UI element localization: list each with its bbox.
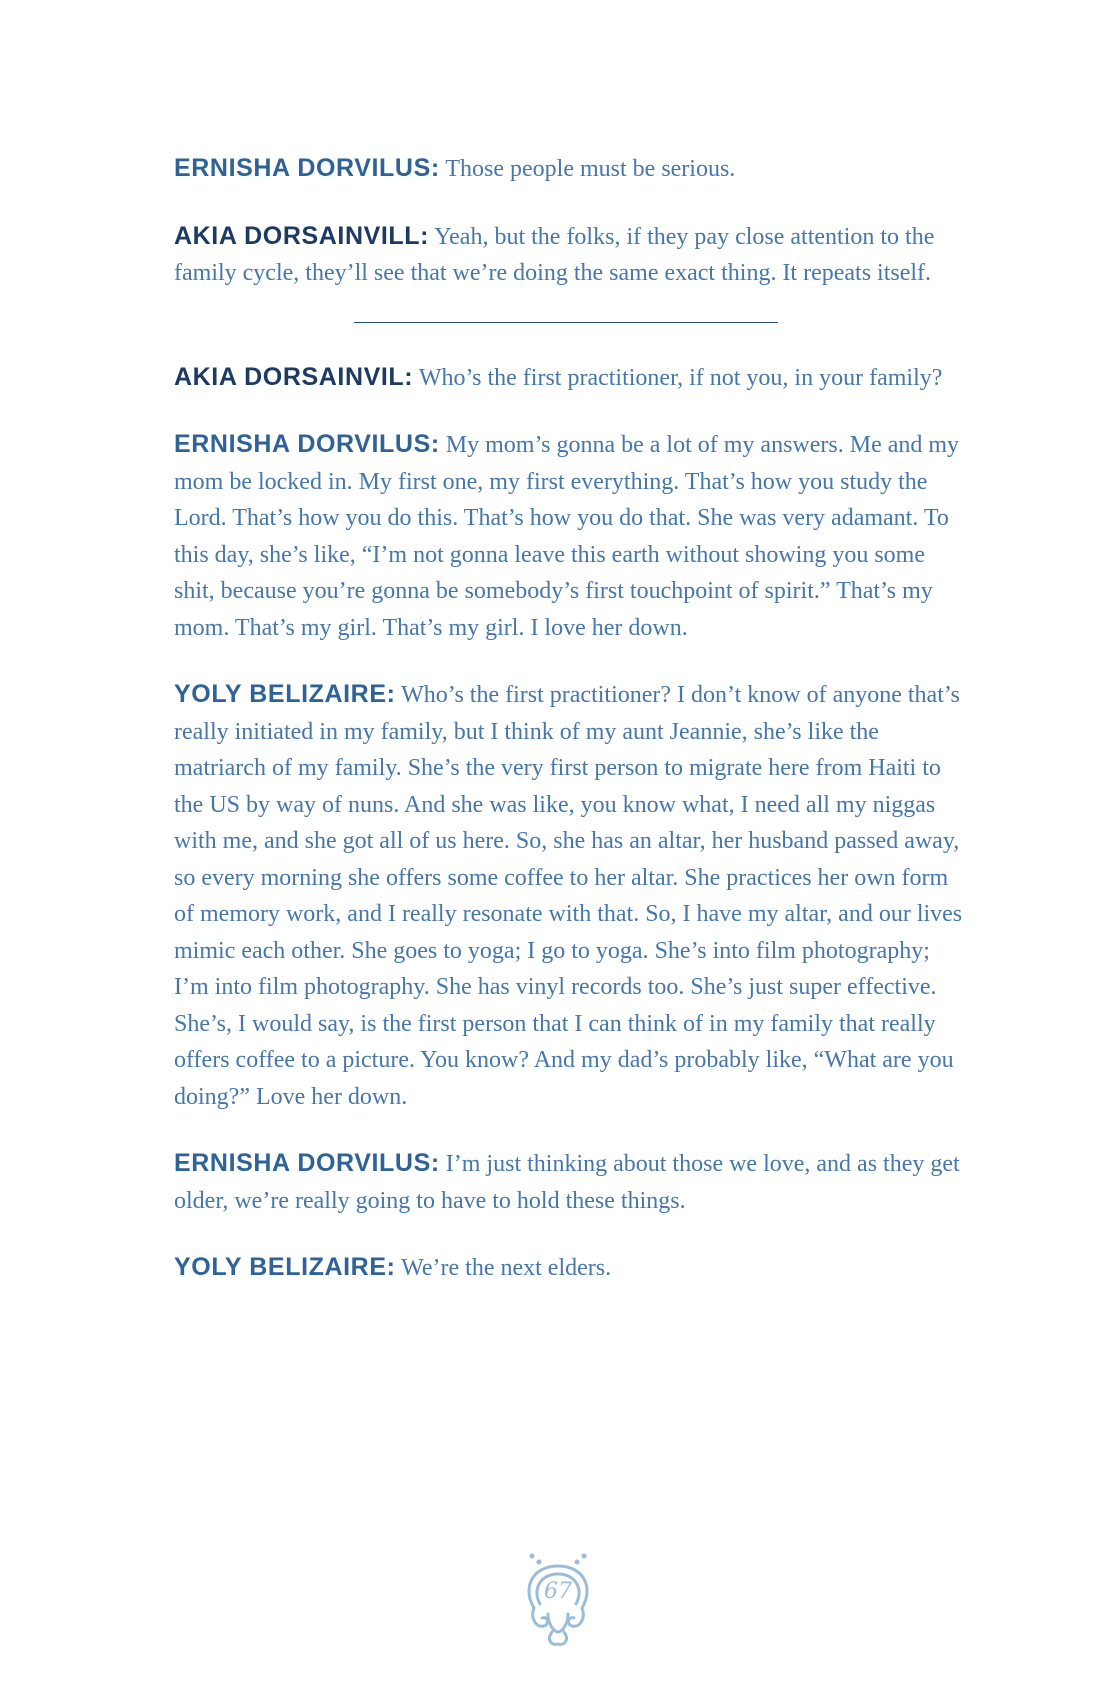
dialogue-turn xyxy=(174,218,964,292)
page-number: 67 xyxy=(544,1579,572,1604)
dialogue-text: Yeah, but the folks, if they pay close attention to the family cycle, they’ll see that we’re doing the same exact thing. It repeats itself. xyxy=(174,223,935,286)
ornament-icon xyxy=(512,1548,604,1648)
transcript-page xyxy=(174,150,964,1317)
page-number-ornament xyxy=(512,1548,604,1648)
dialogue-text: Those people must be serious. xyxy=(445,156,736,182)
speaker-name: AKIA DORSAINVILL: xyxy=(174,221,430,250)
dialogue-text: We’re the next elders. xyxy=(401,1255,612,1281)
dialogue-turn xyxy=(174,150,964,188)
dialogue-turn xyxy=(174,1145,964,1219)
speaker-name: YOLY BELIZAIRE: xyxy=(174,680,396,708)
speaker-name: ERNISHA DORVILUS: xyxy=(174,430,440,458)
dialogue-turn xyxy=(174,359,964,397)
section-divider xyxy=(354,322,778,323)
speaker-name: ERNISHA DORVILUS: xyxy=(174,1149,440,1177)
dialogue-turn xyxy=(174,426,964,646)
dialogue-text: My mom’s gonna be a lot of my answers. Me and my mom be locked in. My first one, my first everything. That’s how you study the Lord. That’s how you do this. That’s how you do that. She was very adamant. To this day, she’s like, “I’m not gonna leave this earth without showing you some shit, because you’re gonna be somebody’s first touchpoint of spirit.” That’s my mom. That’s my girl. That’s my girl. I love her down. xyxy=(174,432,960,641)
speaker-name: YOLY BELIZAIRE: xyxy=(174,1253,396,1281)
dialogue-text: Who’s the first practitioner? I don’t know of anyone that’s really initiated in my family, but I think of my aunt Jeannie, she’s like the matriarch of my family. She’s the very first person to migrate here from Haiti to the US by way of nuns. And she was like, you know what, I need all my niggas with me, and she got all of us here. So, she has an altar, her husband passed away, so every morning she offers some coffee to her altar. She practices her own form of memory work, and I really resonate with that. So, I have my altar, and our lives mimic each other. She goes to yoga; I go to yoga. She’s into film photography; I’m into film photography. She has vinyl records too. She’s just super effective. She’s, I would say, is the first person that I can think of in my family that really offers coffee to a picture. You know? And my dad’s probably like, “What are you doing?” Love her down. xyxy=(174,682,963,1110)
speaker-name: ERNISHA DORVILUS: xyxy=(174,154,440,182)
speaker-name: AKIA DORSAINVIL: xyxy=(174,362,414,391)
dialogue-turn xyxy=(174,1249,964,1287)
dialogue-text: Who’s the first practitioner, if not you, in your family? xyxy=(418,364,943,391)
dialogue-text: I’m just thinking about those we love, and as they get older, we’re really going to have to hold these things. xyxy=(174,1151,960,1214)
dialogue-turn xyxy=(174,676,964,1115)
